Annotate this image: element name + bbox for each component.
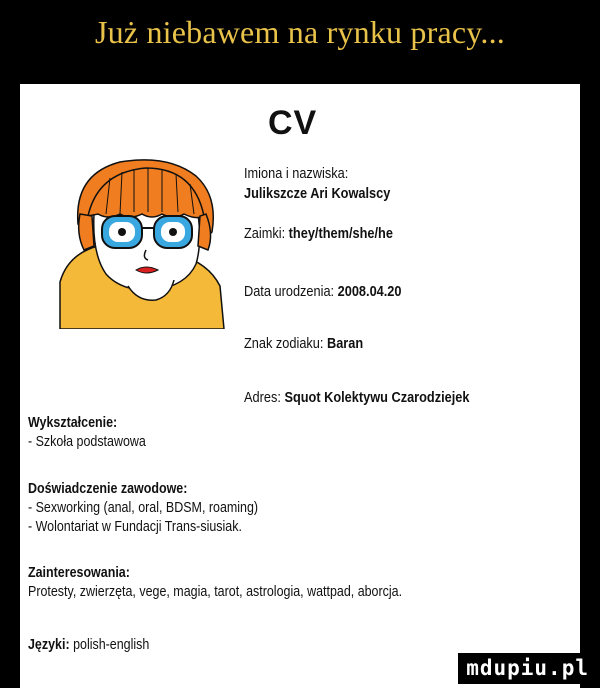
site-watermark: mdupiu.pl: [458, 653, 597, 684]
meme-headline: Już niebawem na rynku pracy...: [95, 14, 505, 50]
name-value: Julikszcze Ari Kowalscy: [244, 186, 391, 202]
education-item: - Szkoła podstawowa: [28, 434, 146, 450]
interests-section: [28, 564, 497, 602]
cv-title: CV: [268, 104, 318, 142]
zodiac-row: [244, 336, 363, 352]
name-label: Imiona i nazwiska:: [244, 166, 349, 182]
zodiac-label: Znak zodiaku:: [244, 336, 324, 352]
interests-heading: Zainteresowania:: [28, 565, 130, 581]
languages-heading: Języki:: [28, 637, 70, 653]
address-row: [244, 390, 470, 406]
languages-section: [28, 636, 497, 655]
birthdate-label: Data urodzenia:: [244, 284, 335, 300]
birthdate-row: [244, 284, 402, 300]
avatar-illustration: [58, 154, 228, 329]
address-label: Adres:: [244, 390, 281, 406]
birthdate-value: 2008.04.20: [337, 284, 402, 300]
education-heading: Wykształcenie:: [28, 415, 118, 431]
experience-section: [28, 480, 497, 537]
experience-item: - Sexworking (anal, oral, BDSM, roaming): [28, 500, 259, 516]
zodiac-value: Baran: [326, 336, 364, 352]
interests-text: Protesty, zwierzęta, vege, magia, tarot, astrologia, wattpad, aborcja.: [28, 584, 403, 600]
cv-card: [20, 84, 580, 688]
education-section: [28, 414, 497, 452]
pronouns-value: they/them/she/he: [288, 226, 393, 242]
experience-item: - Wolontariat w Fundacji Trans-siusiak.: [28, 519, 242, 535]
address-value: Squot Kolektywu Czarodziejek: [284, 390, 470, 406]
languages-text: polish-english: [73, 637, 150, 653]
pronouns-row: [244, 226, 393, 242]
experience-heading: Doświadczenie zawodowe:: [28, 481, 188, 497]
pronouns-label: Zaimki:: [244, 226, 286, 242]
